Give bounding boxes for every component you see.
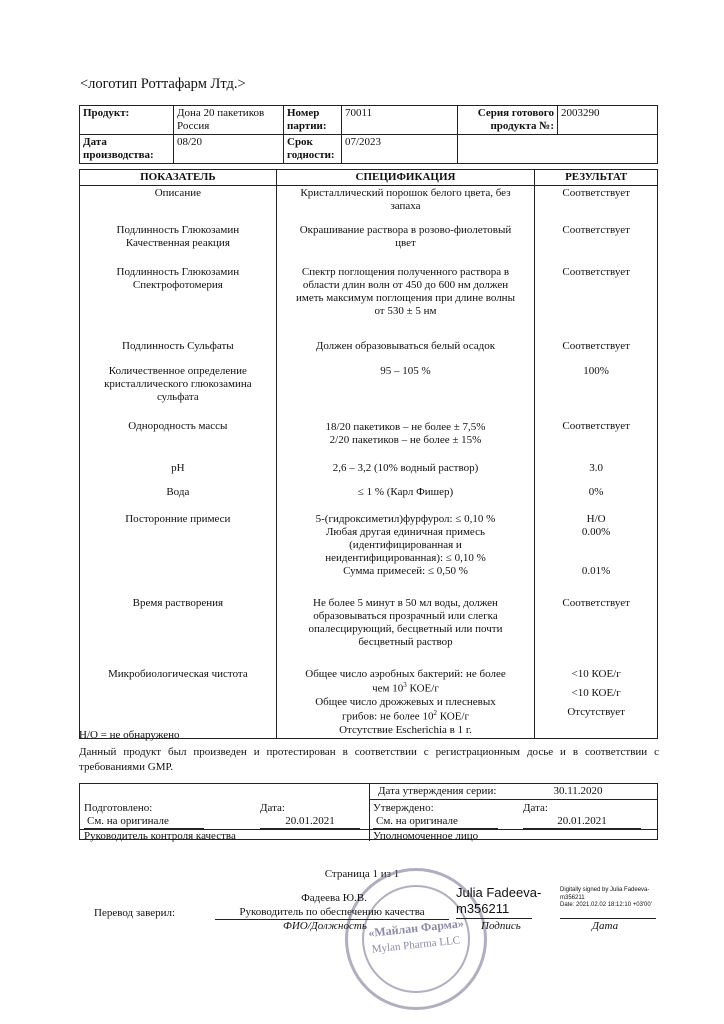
logo-placeholder: <логотип Роттафарм Лтд.> [80, 76, 246, 92]
table-row [80, 596, 658, 667]
table-row [80, 419, 658, 461]
translator-position: Руководитель по обеспечению качества [215, 906, 449, 920]
indicator-cell: pH [80, 461, 277, 485]
batch-label: Номер партии: [284, 106, 342, 135]
indicator-cell: Подлинность Глюкозамин Качественная реакция [80, 223, 277, 265]
page-number: Страница 1 из 1 [324, 868, 400, 880]
result-cell: Н/О 0.00% 0.01% [535, 512, 658, 596]
translator-name: Фадеева Ю.В. [301, 892, 367, 904]
result-cell: 3.0 [535, 461, 658, 485]
result-cell: 0% [535, 485, 658, 512]
spec-cell: Должен образовываться белый осадок [276, 339, 535, 364]
spec-cell: 95 – 105 % [276, 364, 535, 419]
spec-cell: Не более 5 минут в 50 мл воды, должен образовываться прозрачный или слегка опалесцирующий, бесцветный или почти бесцветный раствор [276, 596, 535, 667]
table-row [80, 667, 658, 738]
mfg-date-value: 08/20 [174, 134, 284, 163]
col-header-spec: СПЕЦИФИКАЦИЯ [276, 170, 535, 186]
spec-cell: Окрашивание раствора в розово-фиолетовый цвет [276, 223, 535, 265]
spec-cell: Спектр поглощения полученного раствора в области длин волн от 450 до 600 нм должен иметь максимум поглощения при длине волны от 530 ± 5 нм [276, 265, 535, 339]
digital-signature-details: Digitally signed by Julia Fadeeva- m356211 Date: 2021.02.02 18:12:10 +03'00' [560, 887, 652, 908]
product-label: Продукт: [80, 106, 174, 135]
col-header-indicator: ПОКАЗАТЕЛЬ [80, 170, 277, 186]
series-approval-date-label: Дата утверждения серии: [378, 785, 497, 797]
table-row [80, 223, 658, 265]
result-cell: Соответствует [535, 339, 658, 364]
table-row [80, 185, 658, 223]
prepared-date-label: Дата: [260, 802, 285, 814]
expiry-value: 07/2023 [342, 134, 458, 163]
name-position-caption: ФИО/Должность [283, 920, 367, 932]
approved-date-value: 20.01.2021 [523, 815, 641, 829]
specification-table [79, 169, 658, 739]
spec-cell: 5-(гидроксиметил)фурфурол: ≤ 0,10 % Любая другая единичная примесь (идентифицированная и неидентифицированная): ≤ 0,10 % Сумма примесей: ≤ 0,50 % [276, 512, 535, 596]
spec-cell: 18/20 пакетиков – не более ± 7,5% 2/20 пакетиков – не более ± 15% [276, 419, 535, 461]
result-cell: <10 КОЕ/г <10 КОЕ/г Отсутствует [535, 667, 658, 738]
series-value: 2003290 [558, 106, 658, 135]
indicator-cell: Описание [80, 185, 277, 223]
approved-signature: См. на оригинале [373, 815, 498, 829]
prepared-date-value: 20.01.2021 [260, 815, 360, 829]
approved-role: Уполномоченное лицо [373, 830, 479, 842]
expiry-label: Срок годности: [284, 134, 342, 163]
table-row [80, 461, 658, 485]
digital-signature-name: Julia Fadeeva- m356211 [456, 885, 542, 916]
indicator-cell: Подлинность Сульфаты [80, 339, 277, 364]
spec-cell: Кристаллический порошок белого цвета, без запаха [276, 185, 535, 223]
mfg-date-label: Дата производства: [80, 134, 174, 163]
result-cell: 100% [535, 364, 658, 419]
result-cell: Соответствует [535, 185, 658, 223]
indicator-cell: Количественное определение кристаллического глюкозамина сульфата [80, 364, 277, 419]
date-caption: Дата [592, 920, 619, 932]
product-value: Дона 20 пакетиков Россия [174, 106, 284, 135]
spec-cell: ≤ 1 % (Карл Фишер) [276, 485, 535, 512]
table-row [80, 339, 658, 364]
result-cell: Соответствует [535, 265, 658, 339]
approved-date-label: Дата: [523, 802, 548, 814]
result-cell: Соответствует [535, 596, 658, 667]
series-label: Серия готового продукта №: [458, 106, 558, 135]
result-cell: Соответствует [535, 223, 658, 265]
result-cell: Соответствует [535, 419, 658, 461]
prepared-signature: См. на оригинале [84, 815, 204, 829]
indicator-cell: Вода [80, 485, 277, 512]
table-row [80, 512, 658, 596]
indicator-cell: Микробиологическая чистота [80, 667, 277, 738]
batch-value: 70011 [342, 106, 458, 135]
col-header-result: РЕЗУЛЬТАТ [535, 170, 658, 186]
seal-text: «Майлан Фарма» [367, 916, 465, 940]
table-row [80, 265, 658, 339]
indicator-cell: Однородность массы [80, 419, 277, 461]
approval-block [79, 783, 658, 840]
indicator-cell: Посторонние примеси [80, 512, 277, 596]
spec-cell: Общее число аэробных бактерий: не более чем $10^3$ КОЕ/г Общее число дрожжевых и плесневых грибов: не более $10^2$ КОЕ/г Отсутствие Escherichia в 1 г. [276, 667, 535, 738]
series-approval-date-value: 30.11.2020 [553, 785, 603, 797]
prepared-label: Подготовлено: [84, 802, 153, 814]
seal-text-en: Mylan Pharma LLC [371, 934, 461, 956]
indicator-cell: Время растворения [80, 596, 277, 667]
spec-cell: 2,6 – 3,2 (10% водный раствор) [276, 461, 535, 485]
product-header-table [79, 105, 658, 164]
abbreviation-note: Н/О = не обнаружено [79, 729, 180, 741]
table-row [80, 485, 658, 512]
approved-label: Утверждено: [373, 802, 434, 814]
table-row [80, 364, 658, 419]
signature-caption: Подпись [481, 920, 521, 932]
gmp-declaration: Данный продукт был произведен и протестирован в соответствии с регистрационным досье и в соответствии с требованиями GMP. [79, 746, 659, 773]
indicator-cell: Подлинность Глюкозамин Спектрофотомерия [80, 265, 277, 339]
prepared-role: Руководитель контроля качества [84, 830, 236, 842]
translation-checked-label: Перевод заверил: [94, 907, 176, 919]
